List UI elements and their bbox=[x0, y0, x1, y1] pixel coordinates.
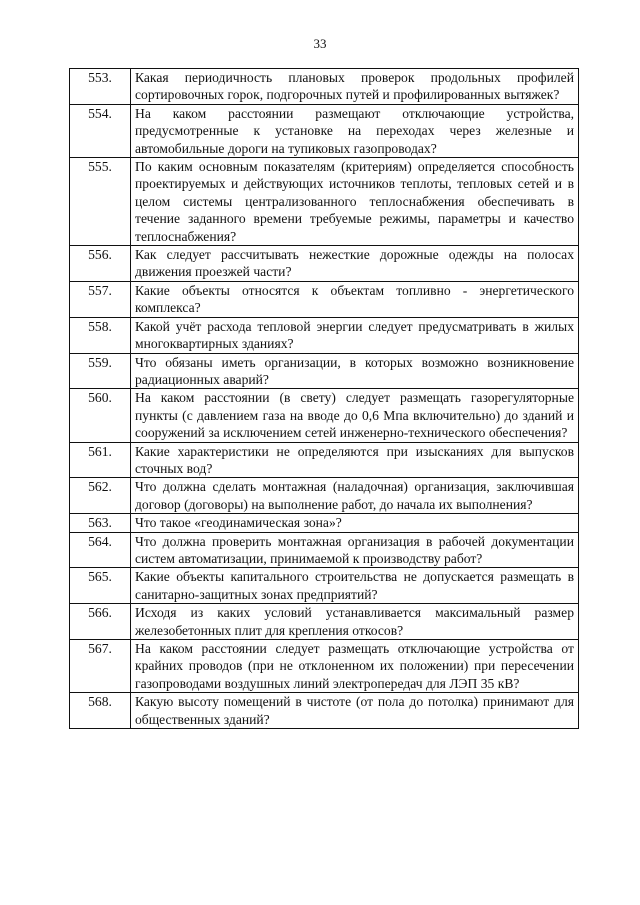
question-number: 564. bbox=[70, 532, 131, 568]
table-row bbox=[70, 104, 579, 157]
question-text: Что такое «геодинамическая зона»? bbox=[131, 514, 579, 532]
question-number: 558. bbox=[70, 317, 131, 353]
question-number: 555. bbox=[70, 158, 131, 246]
question-text: Какие объекты капитального строительства не допускается размещать в санитарно-защитных зонах предприятий? bbox=[131, 568, 579, 604]
question-number: 567. bbox=[70, 640, 131, 693]
table-row bbox=[70, 158, 579, 246]
question-text: Что должна сделать монтажная (наладочная) организация, заключившая договор (договоры) на выполнение работ, до начала их выполнения? bbox=[131, 478, 579, 514]
question-number: 563. bbox=[70, 514, 131, 532]
question-number: 562. bbox=[70, 478, 131, 514]
question-number: 557. bbox=[70, 281, 131, 317]
question-number: 559. bbox=[70, 353, 131, 389]
question-text: Исходя из каких условий устанавливается максимальный размер железобетонных плит для крепления откосов? bbox=[131, 604, 579, 640]
question-number: 565. bbox=[70, 568, 131, 604]
question-text: Какие характеристики не определяются при изысканиях для выпусков сточных вод? bbox=[131, 442, 579, 478]
table-row bbox=[70, 640, 579, 693]
table-row bbox=[70, 604, 579, 640]
table-row bbox=[70, 246, 579, 282]
table-row bbox=[70, 69, 579, 105]
table-row bbox=[70, 514, 579, 532]
question-number: 560. bbox=[70, 389, 131, 442]
table-row bbox=[70, 568, 579, 604]
question-text: Какой учёт расхода тепловой энергии следует предусматривать в жилых многоквартирных зданиях? bbox=[131, 317, 579, 353]
question-number: 561. bbox=[70, 442, 131, 478]
question-number: 556. bbox=[70, 246, 131, 282]
table-row bbox=[70, 693, 579, 729]
question-text: Какую высоту помещений в чистоте (от пола до потолка) принимают для общественных зданий? bbox=[131, 693, 579, 729]
question-number: 568. bbox=[70, 693, 131, 729]
page-number: 33 bbox=[313, 36, 327, 51]
question-text: На каком расстоянии следует размещать отключающие устройства от крайних проводов (при не отклоненном их положении) при пересечении газопроводами воздушных линий электропередач для ЛЭП 35 кВ? bbox=[131, 640, 579, 693]
table-row bbox=[70, 317, 579, 353]
table-row bbox=[70, 353, 579, 389]
question-text: Как следует рассчитывать нежесткие дорожные одежды на полосах движения проезжей части? bbox=[131, 246, 579, 282]
question-number: 566. bbox=[70, 604, 131, 640]
table-row bbox=[70, 532, 579, 568]
table-row bbox=[70, 281, 579, 317]
table-row bbox=[70, 478, 579, 514]
question-text: Что должна проверить монтажная организация в рабочей документации систем автоматизации, принимаемой к производству работ? bbox=[131, 532, 579, 568]
question-number: 554. bbox=[70, 104, 131, 157]
question-text: Что обязаны иметь организации, в которых возможно возникновение радиационных аварий? bbox=[131, 353, 579, 389]
question-text: Какие объекты относятся к объектам топливно - энергетического комплекса? bbox=[131, 281, 579, 317]
question-number: 553. bbox=[70, 69, 131, 105]
question-text: На каком расстоянии (в свету) следует размещать газорегуляторные пункты (с давлением газа на вводе до 0,6 Мпа включительно) до зданий и сооружений за исключением сетей инженерно-технического обеспечения? bbox=[131, 389, 579, 442]
question-text: На каком расстоянии размещают отключающие устройства, предусмотренные к установке на переходах через железные и автомобильные дороги на тупиковых газопроводах? bbox=[131, 104, 579, 157]
question-text: Какая периодичность плановых проверок продольных профилей сортировочных горок, подгорочных путей и профилированных вытяжек? bbox=[131, 69, 579, 105]
table-row bbox=[70, 389, 579, 442]
table-row bbox=[70, 442, 579, 478]
question-text: По каким основным показателям (критериям) определяется способность проектируемых и действующих источников теплоты, тепловых сетей и в целом системы централизованного теплоснабжения обеспечивать в течение заданного времени требуемые режимы, параметры и качество теплоснабжения? bbox=[131, 158, 579, 246]
questions-table bbox=[69, 68, 579, 729]
